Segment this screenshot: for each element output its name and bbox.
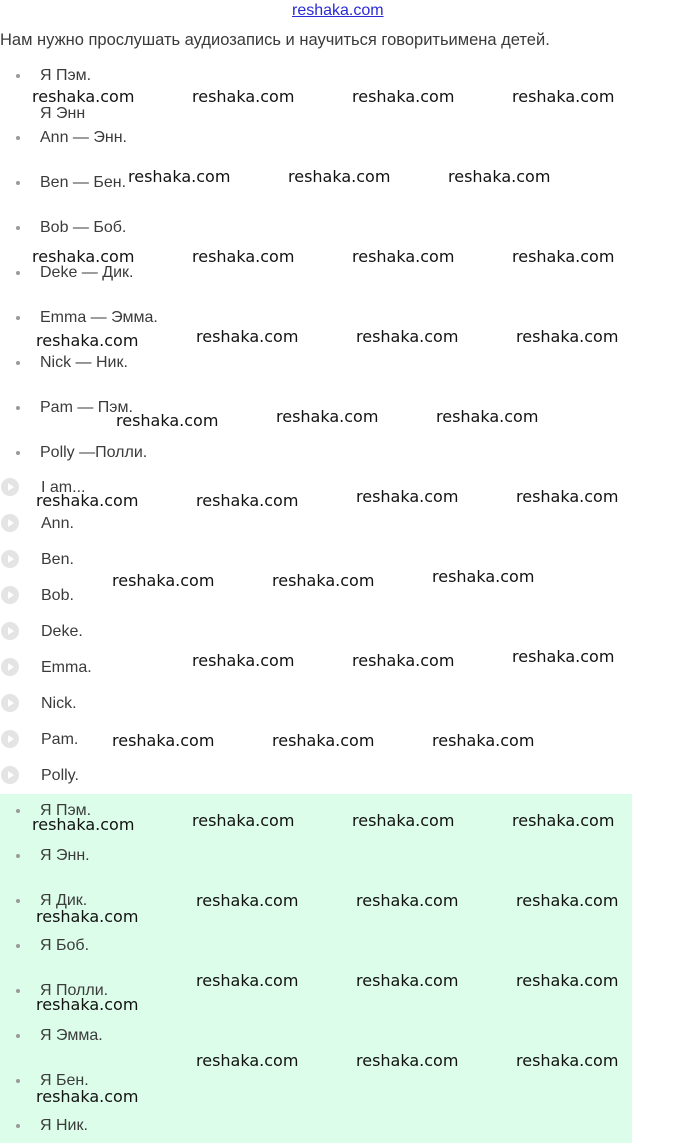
watermark: reshaka.com bbox=[32, 815, 135, 834]
watermark: reshaka.com bbox=[352, 87, 455, 106]
play-icon[interactable] bbox=[1, 622, 19, 640]
watermark: reshaka.com bbox=[192, 651, 295, 670]
watermark: reshaka.com bbox=[36, 491, 139, 510]
watermark: reshaka.com bbox=[128, 167, 231, 186]
bullet-icon bbox=[16, 181, 20, 185]
bullet-icon bbox=[16, 1079, 20, 1083]
bullet-icon bbox=[16, 854, 20, 858]
watermark: reshaka.com bbox=[352, 247, 455, 266]
watermark: reshaka.com bbox=[352, 651, 455, 670]
bullet-icon bbox=[16, 226, 20, 230]
bullet-icon bbox=[16, 316, 20, 320]
watermark: reshaka.com bbox=[196, 491, 299, 510]
watermark: reshaka.com bbox=[288, 167, 391, 186]
play-icon[interactable] bbox=[1, 766, 19, 784]
watermark: reshaka.com bbox=[516, 971, 619, 990]
watermark: reshaka.com bbox=[272, 571, 375, 590]
watermark: reshaka.com bbox=[192, 247, 295, 266]
bullet-icon bbox=[16, 944, 20, 948]
watermark: reshaka.com bbox=[352, 811, 455, 830]
watermark: reshaka.com bbox=[356, 487, 459, 506]
watermark: reshaka.com bbox=[192, 87, 295, 106]
site-link[interactable]: reshaka.com bbox=[292, 2, 384, 19]
watermark: reshaka.com bbox=[196, 891, 299, 910]
watermark: reshaka.com bbox=[272, 731, 375, 750]
watermark: reshaka.com bbox=[196, 1051, 299, 1070]
watermark: reshaka.com bbox=[516, 327, 619, 346]
watermark: reshaka.com bbox=[112, 731, 215, 750]
watermark: reshaka.com bbox=[32, 87, 135, 106]
bullet-icon bbox=[16, 1034, 20, 1038]
watermark: reshaka.com bbox=[516, 487, 619, 506]
watermark: reshaka.com bbox=[512, 87, 615, 106]
play-icon[interactable] bbox=[1, 550, 19, 568]
watermark: reshaka.com bbox=[436, 407, 539, 426]
watermark: reshaka.com bbox=[356, 327, 459, 346]
task-intro: Нам нужно прослушать аудиозапись и научиться говоритьимена детей. bbox=[0, 31, 550, 49]
bullet-icon bbox=[16, 136, 20, 140]
bullet-icon bbox=[16, 809, 20, 813]
play-icon[interactable] bbox=[1, 514, 19, 532]
bullet-icon bbox=[16, 271, 20, 275]
play-icon[interactable] bbox=[1, 478, 19, 496]
play-icon[interactable] bbox=[1, 694, 19, 712]
play-icon[interactable] bbox=[1, 730, 19, 748]
watermark: reshaka.com bbox=[36, 1087, 139, 1106]
watermark: reshaka.com bbox=[516, 1051, 619, 1070]
bullet-icon bbox=[16, 74, 20, 78]
watermark: reshaka.com bbox=[512, 811, 615, 830]
watermark: reshaka.com bbox=[448, 167, 551, 186]
watermark: reshaka.com bbox=[36, 907, 139, 926]
watermark: reshaka.com bbox=[356, 971, 459, 990]
bullet-icon bbox=[16, 451, 20, 455]
watermark: reshaka.com bbox=[36, 995, 139, 1014]
partial-list-item: Я Энн bbox=[40, 105, 86, 122]
watermark: reshaka.com bbox=[32, 247, 135, 266]
watermark: reshaka.com bbox=[356, 1051, 459, 1070]
bullet-icon bbox=[16, 1124, 20, 1128]
watermark: reshaka.com bbox=[192, 811, 295, 830]
watermark: reshaka.com bbox=[512, 247, 615, 266]
watermark: reshaka.com bbox=[276, 407, 379, 426]
bullet-icon bbox=[16, 406, 20, 410]
watermark: reshaka.com bbox=[112, 571, 215, 590]
play-icon[interactable] bbox=[1, 658, 19, 676]
watermark: reshaka.com bbox=[116, 411, 219, 430]
watermark: reshaka.com bbox=[512, 647, 615, 666]
watermark: reshaka.com bbox=[432, 567, 535, 586]
play-icon[interactable] bbox=[1, 586, 19, 604]
watermark: reshaka.com bbox=[196, 327, 299, 346]
bullet-icon bbox=[16, 361, 20, 365]
watermark: reshaka.com bbox=[356, 891, 459, 910]
bullet-icon bbox=[16, 989, 20, 993]
watermark: reshaka.com bbox=[516, 891, 619, 910]
bullet-icon bbox=[16, 899, 20, 903]
watermark: reshaka.com bbox=[432, 731, 535, 750]
watermark: reshaka.com bbox=[196, 971, 299, 990]
watermark: reshaka.com bbox=[36, 331, 139, 350]
